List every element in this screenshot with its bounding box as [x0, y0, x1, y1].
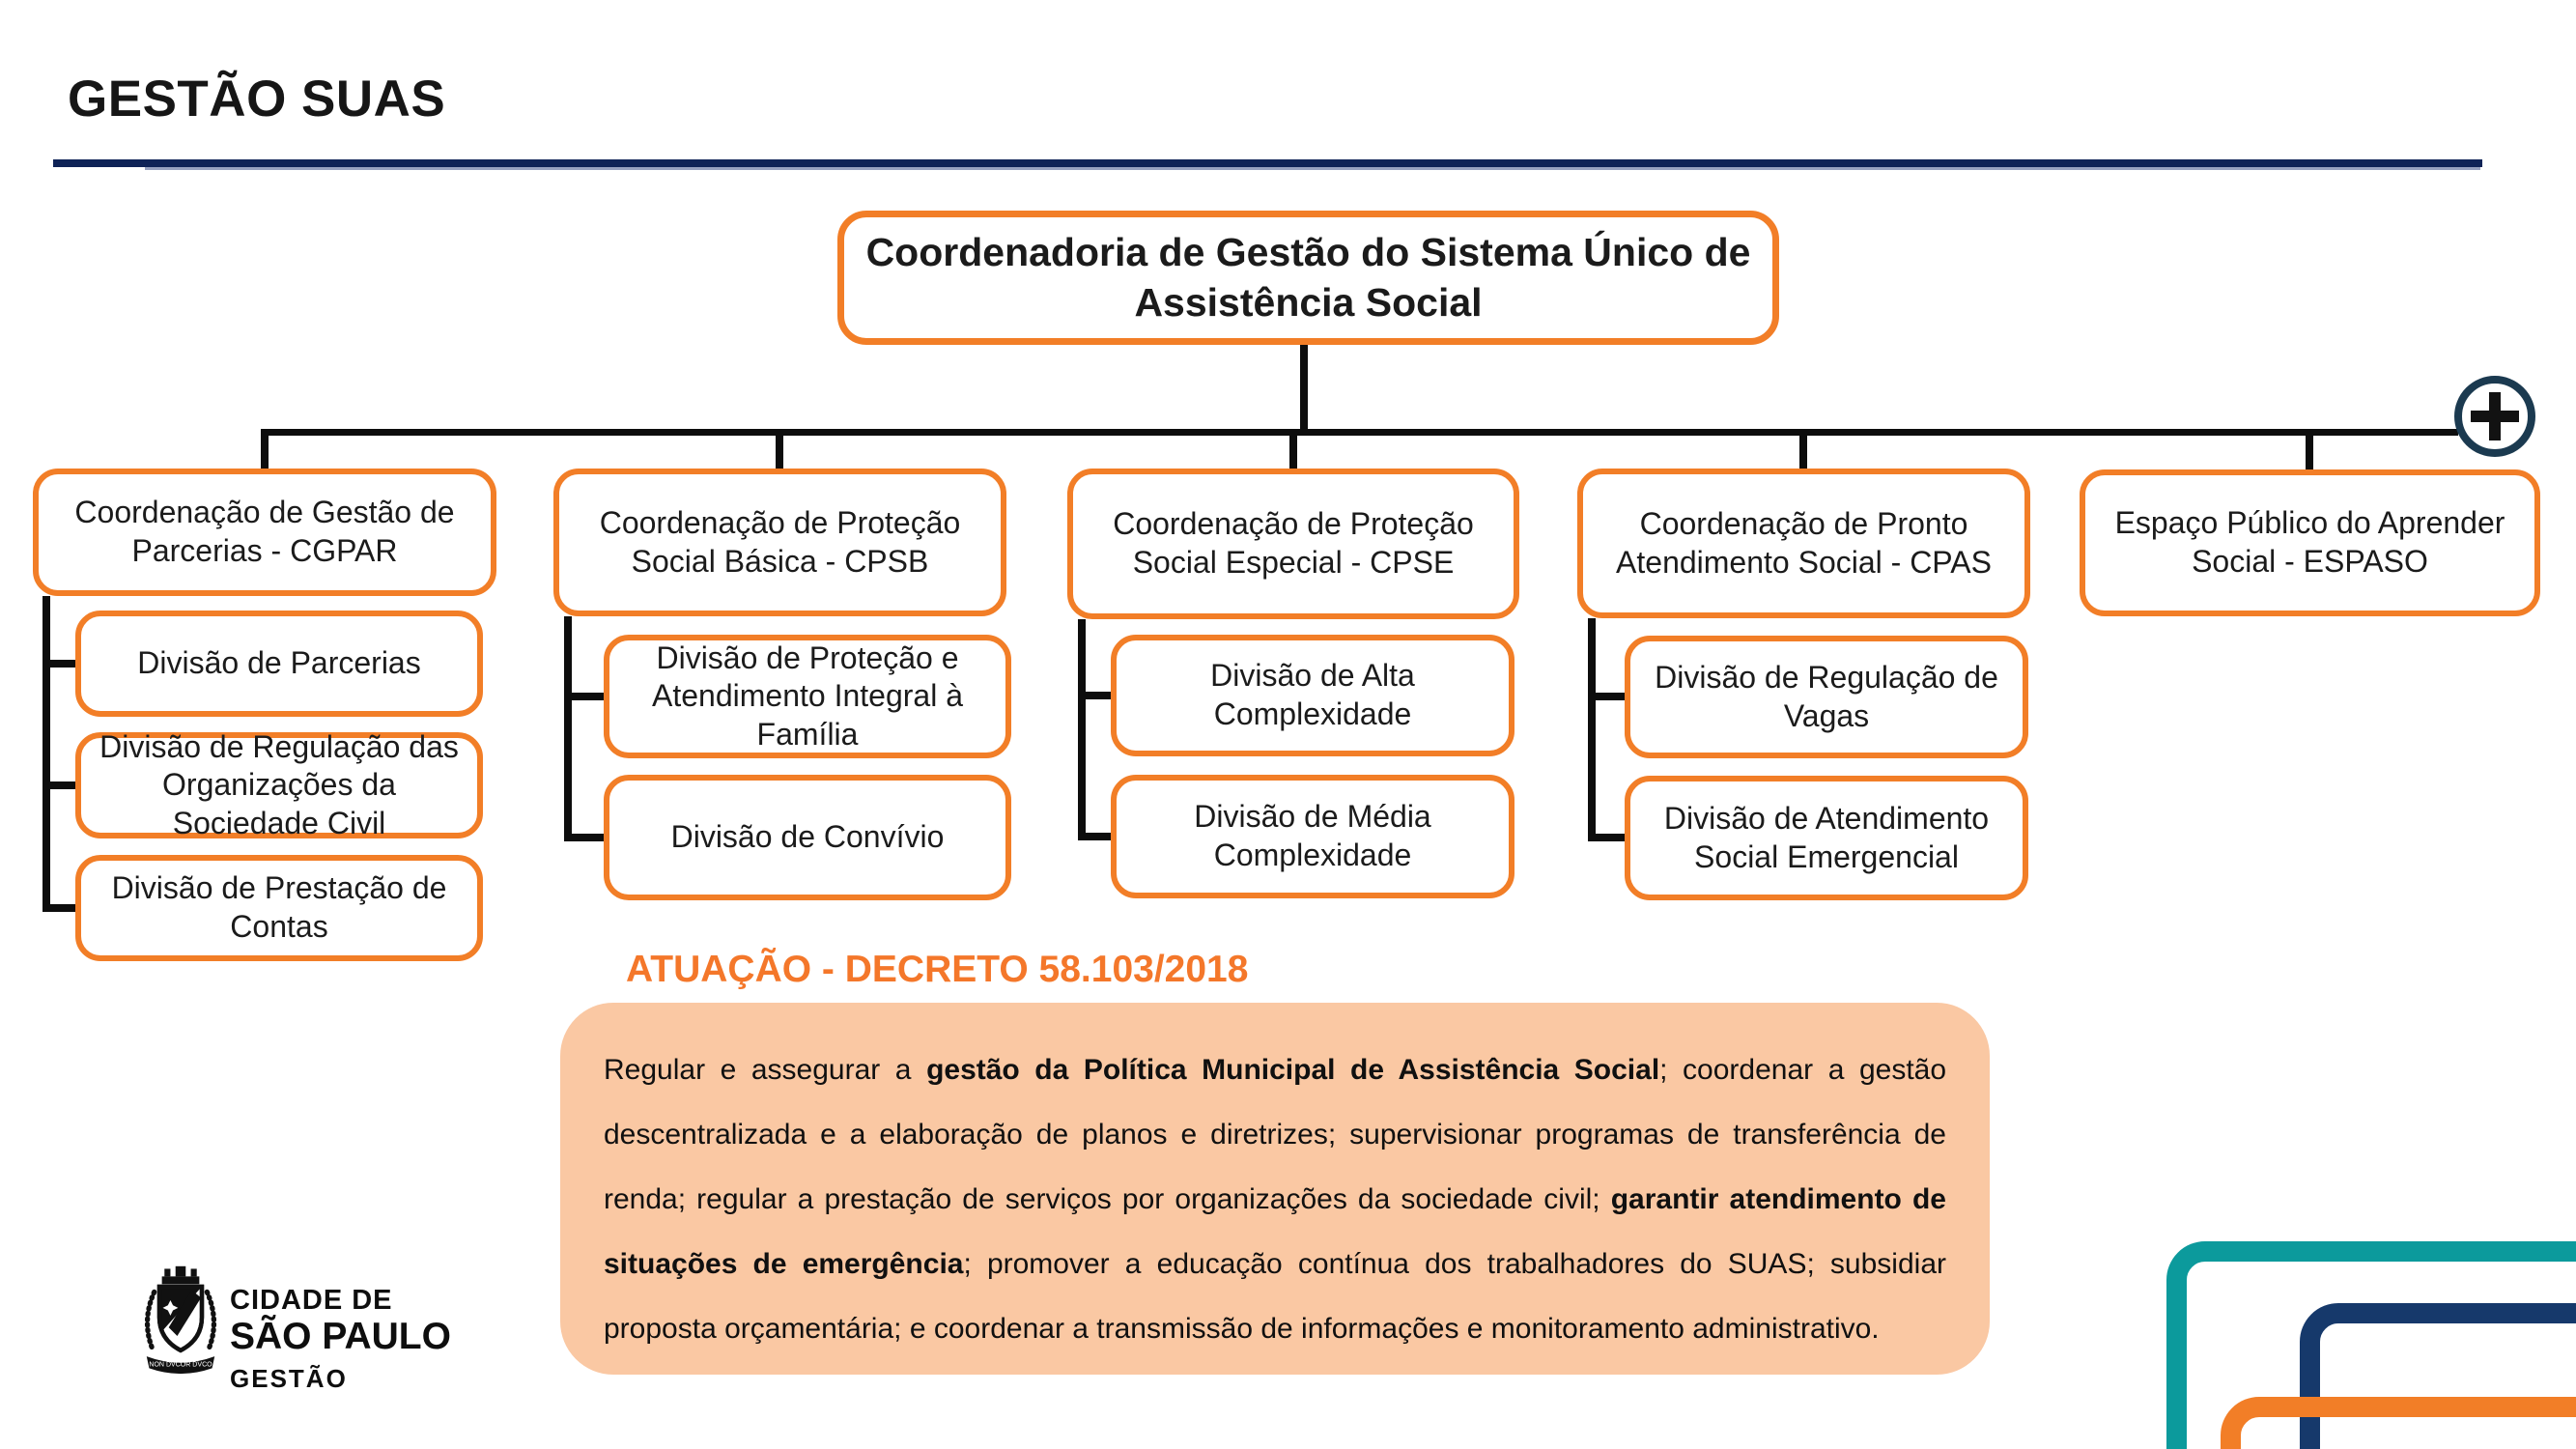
- org-box-cgpar-child: Divisão de Regulação das Organizações da Sociedade Civil: [75, 732, 483, 838]
- tree-line-cpse-stub: [1078, 833, 1111, 840]
- tree-line-cpas-stub: [1588, 693, 1625, 700]
- tree-line-cpas-vertical: [1588, 618, 1596, 841]
- org-box-cpsb-header: Coordenação de Proteção Social Básica - CPSB: [553, 469, 1006, 616]
- atuacao-panel: [560, 1003, 1990, 1375]
- connector-drop-espaso: [2306, 429, 2313, 475]
- tree-line-cgpar-stub: [42, 781, 75, 789]
- tree-line-cgpar-stub: [42, 660, 75, 668]
- sao-paulo-coat-of-arms-icon: [135, 1258, 226, 1385]
- tree-line-cgpar-stub: [42, 904, 75, 912]
- tree-line-cpsb-vertical: [564, 616, 572, 841]
- tree-line-cgpar-vertical: [42, 596, 50, 912]
- org-box-espaso-header: Espaço Público do Aprender Social - ESPASO: [2080, 469, 2540, 616]
- atuacao-segment: ; coordenar a gestão descentralizada e a elaboração de planos e diretrizes; supervisionar programas de transferência de renda; regular a prestação de serviços por organizações da sociedade civil;: [604, 1054, 1947, 1215]
- connector-root-vertical: [1300, 345, 1308, 433]
- org-box-cpas-child: Divisão de Atendimento Social Emergencial: [1625, 776, 2028, 900]
- org-box-cgpar-child: Divisão de Parcerias: [75, 611, 483, 717]
- org-box-cgpar-child: Divisão de Prestação de Contas: [75, 855, 483, 961]
- org-box-cpse-child: Divisão de Alta Complexidade: [1111, 635, 1514, 756]
- atuacao-segment-bold: gestão da Política Municipal de Assistência Social: [926, 1054, 1660, 1086]
- org-box-cpse-header: Coordenação de Proteção Social Especial - CPSE: [1067, 469, 1519, 619]
- org-root-box: Coordenadoria de Gestão do Sistema Único de Assistência Social: [837, 211, 1779, 345]
- atuacao-heading: ATUAÇÃO - DECRETO 58.103/2018: [626, 949, 1249, 990]
- org-box-cpsb-child: Divisão de Proteção e Atendimento Integral à Família: [604, 635, 1011, 758]
- page-title: GESTÃO SUAS: [68, 71, 446, 128]
- atuacao-paragraph: [604, 1037, 1946, 1361]
- logo-line-sao-paulo: SÃO PAULO: [230, 1316, 451, 1357]
- logo-text: [230, 1285, 451, 1393]
- plus-icon-bar: [2489, 392, 2501, 440]
- title-underline-shadow: [145, 167, 2480, 170]
- org-box-cgpar-header: Coordenação de Gestão de Parcerias - CGPAR: [33, 469, 496, 596]
- tree-line-cpsb-stub: [564, 693, 604, 700]
- org-box-cpse-child: Divisão de Média Complexidade: [1111, 775, 1514, 898]
- logo-line-cidade-de: CIDADE DE: [230, 1285, 393, 1316]
- tree-line-cpse-stub: [1078, 692, 1111, 699]
- title-underline: [53, 159, 2482, 167]
- coat-of-arms-motto: NON DVCOR DVCO: [149, 1361, 212, 1369]
- org-box-cpsb-child: Divisão de Convívio: [604, 775, 1011, 900]
- connector-horizontal: [261, 429, 2458, 436]
- logo-line-gestao: GESTÃO: [230, 1364, 348, 1393]
- atuacao-segment: Regular e assegurar a: [604, 1054, 927, 1086]
- expand-plus-icon[interactable]: [2454, 376, 2535, 457]
- org-box-cpas-child: Divisão de Regulação de Vagas: [1625, 636, 2028, 758]
- atuacao-segment-bold: garantir atendimento de situações de emergência: [604, 1183, 1946, 1280]
- atuacao-segment: ; promover a educação contínua dos trabalhadores do SUAS; subsidiar proposta orçamentária; e coordenar a transmissão de informações e monitoramento administrativo.: [604, 1248, 1946, 1345]
- decor-frame-orange: [2221, 1397, 2576, 1449]
- tree-line-cpse-vertical: [1078, 619, 1086, 840]
- tree-line-cpsb-stub: [564, 834, 604, 841]
- org-box-cpas-header: Coordenação de Pronto Atendimento Social - CPAS: [1577, 469, 2030, 618]
- tree-line-cpas-stub: [1588, 834, 1625, 841]
